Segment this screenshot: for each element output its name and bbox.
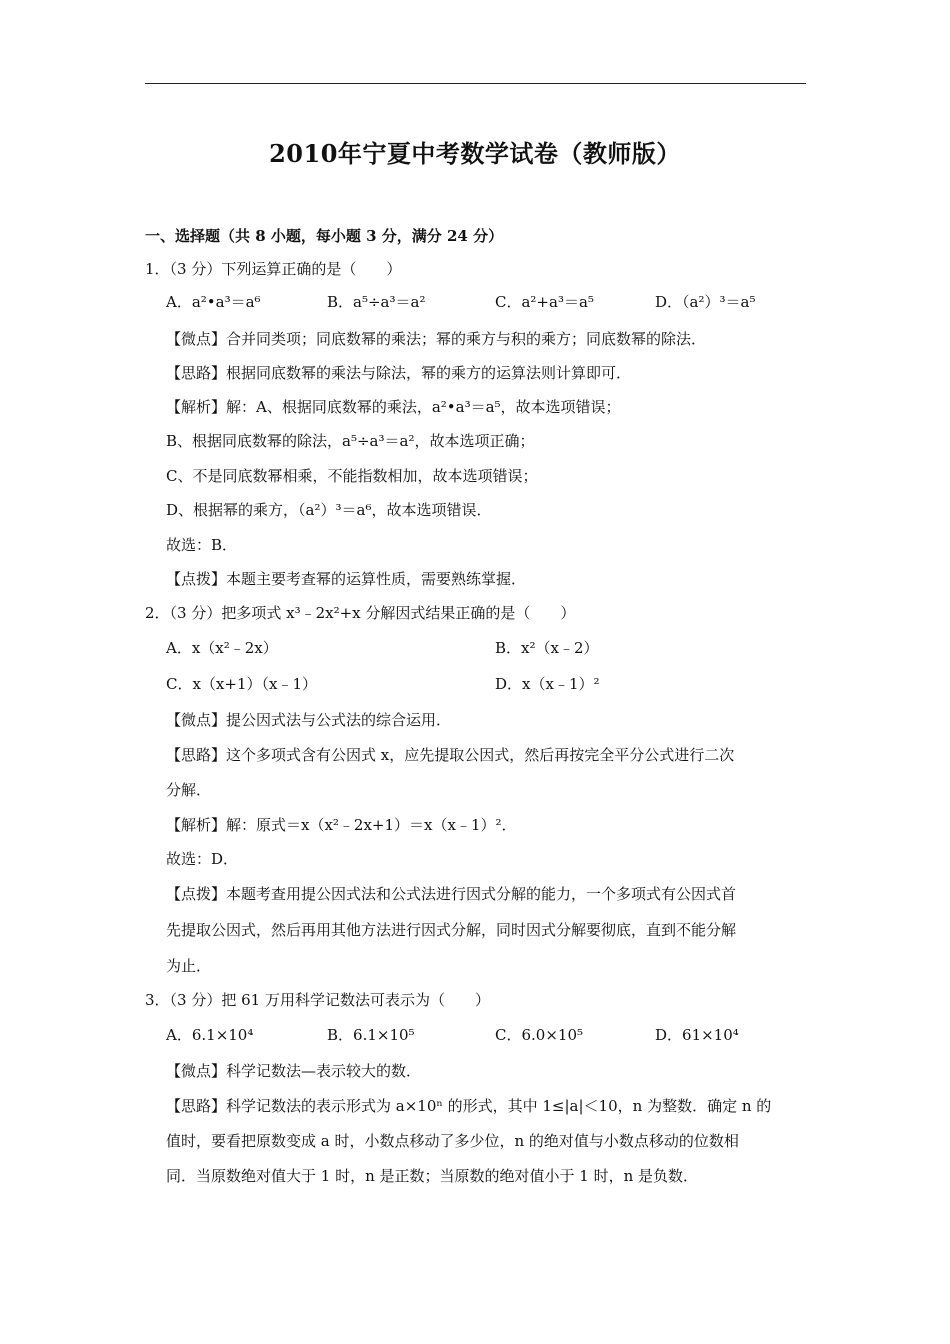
q3-stem: 3．（3 分）把 61 万用科学记数法可表示为（ ） xyxy=(145,991,490,1009)
q3-option-d: D．61×10⁴ xyxy=(655,1026,739,1044)
q2-silu-1: 【思路】这个多项式含有公因式 x，应先提取公因式，然后再按完全平分公式进行二次 xyxy=(166,746,735,764)
q1-weidian: 【微点】合并同类项；同底数幂的乘法；幂的乘方与积的乘方；同底数幂的除法． xyxy=(166,330,707,348)
q2-option-c: C．x（x+1）（x﹣1） xyxy=(166,675,318,693)
q3-option-a: A．6.1×10⁴ xyxy=(166,1026,254,1044)
q3-option-c: C．6.0×10⁵ xyxy=(495,1026,584,1044)
q3-weidian: 【微点】科学记数法—表示较大的数． xyxy=(166,1062,422,1080)
q3-silu-3: 同．当原数绝对值大于 1 时，n 是正数；当原数的绝对值小于 1 时，n 是负数． xyxy=(166,1167,699,1185)
q3-silu-2: 值时，要看把原数变成 a 时，小数点移动了多少位，n 的绝对值与小数点移动的位数相 xyxy=(166,1132,739,1150)
q2-answer: 故选：D． xyxy=(166,850,239,868)
q1-dianbo: 【点拨】本题主要考查幂的运算性质，需要熟练掌握． xyxy=(166,570,527,588)
q2-stem: 2．（3 分）把多项式 x³﹣2x²+x 分解因式结果正确的是（ ） xyxy=(145,604,576,622)
q1-silu: 【思路】根据同底数幂的乘法与除法，幂的乘方的运算法则计算即可． xyxy=(166,364,632,382)
page-title: 2010年宁夏中考数学试卷（教师版） xyxy=(269,139,681,168)
q1-jiexi-2: B、根据同底数幂的除法，a⁵÷a³＝a²，故本选项正确； xyxy=(166,432,535,450)
q2-silu-2: 分解． xyxy=(166,781,212,799)
q2-weidian: 【微点】提公因式法与公式法的综合运用． xyxy=(166,711,452,729)
q1-option-b: B．a⁵÷a³＝a² xyxy=(327,293,426,311)
header-rule xyxy=(145,83,806,84)
q1-stem: 1．（3 分）下列运算正确的是（ ） xyxy=(145,260,402,278)
q1-option-a: A．a²•a³＝a⁶ xyxy=(166,293,261,311)
q2-jiexi: 【解析】解：原式＝x（x²﹣2x+1）＝x（x﹣1）²． xyxy=(166,816,517,834)
q2-dianbo-1: 【点拨】本题考查用提公因式法和公式法进行因式分解的能力，一个多项式有公因式首 xyxy=(166,885,737,903)
q1-jiexi-3: C、不是同底数幂相乘，不能指数相加，故本选项错误； xyxy=(166,467,538,485)
q3-option-b: B．6.1×10⁵ xyxy=(327,1026,415,1044)
q2-dianbo-2: 先提取公因式，然后再用其他方法进行因式分解，同时因式分解要彻底，直到不能分解 xyxy=(166,921,737,939)
q1-option-d: D．（a²）³＝a⁵ xyxy=(655,293,756,311)
q3-silu-1: 【思路】科学记数法的表示形式为 a×10ⁿ 的形式，其中 1≤|a|＜10，n 为整数．确定 n 的 xyxy=(166,1097,772,1115)
q1-option-c: C．a²+a³＝a⁵ xyxy=(495,293,594,311)
q2-option-a: A．x（x²﹣2x） xyxy=(166,639,278,657)
section-heading: 一、选择题（共 8 小题，每小题 3 分，满分 24 分） xyxy=(145,227,504,245)
q2-option-d: D．x（x﹣1）² xyxy=(495,675,600,693)
q1-answer: 故选：B． xyxy=(166,536,238,554)
q1-jiexi-1: 【解析】解：A、根据同底数幂的乘法，a²•a³＝a⁵，故本选项错误； xyxy=(166,398,621,416)
q2-dianbo-3: 为止． xyxy=(166,957,212,975)
q1-jiexi-4: D、根据幂的乘方，（a²）³＝a⁶，故本选项错误． xyxy=(166,501,492,519)
q2-option-b: B．x²（x﹣2） xyxy=(495,639,599,657)
